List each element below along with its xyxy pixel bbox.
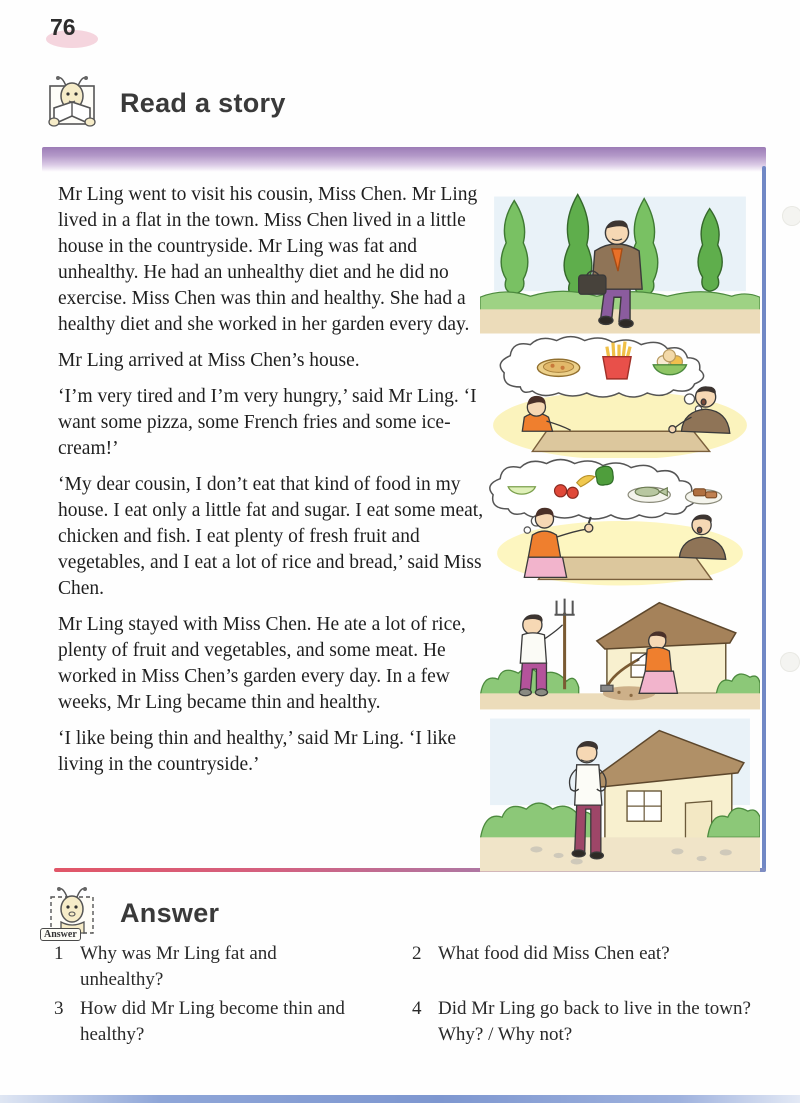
scan-artifact xyxy=(782,206,800,226)
question-1 xyxy=(54,941,412,993)
question-4 xyxy=(412,996,770,1048)
question-number: 1 xyxy=(54,943,64,964)
question-text: How did Mr Ling become thin and healthy? xyxy=(80,998,345,1045)
story-paragraph: Mr Ling went to visit his cousin, Miss Chen. Mr Ling lived in a flat in the town. Miss Chen lived in a little house in the countryside. Mr Ling was fat and unhealthy. He had an unhealthy diet and he did no exercise. Miss Chen was thin and healthy. She had a healthy diet and she worked in her garden every day. xyxy=(58,184,478,335)
question-number: 4 xyxy=(412,998,422,1019)
story-section-header xyxy=(46,74,286,132)
question-number: 3 xyxy=(54,998,64,1019)
story-section-title: Read a story xyxy=(120,87,286,118)
story-paragraph: ‘I’m very tired and I’m very hungry,’ said Mr Ling. ‘I want some pizza, some French fries and some ice-cream!’ xyxy=(58,386,477,459)
answer-bug-icon xyxy=(46,884,104,942)
story-paragraph: ‘I like being thin and healthy,’ said Mr Ling. ‘I like living in the countryside.’ xyxy=(58,728,457,775)
story-illustrations xyxy=(480,190,760,872)
section-divider-bar-top xyxy=(42,147,766,172)
illustration-junk-food-thought xyxy=(480,334,760,458)
story-box-right-border xyxy=(762,166,766,872)
question-2 xyxy=(412,941,770,993)
pizza-icon xyxy=(537,359,579,376)
scan-artifact xyxy=(780,652,800,672)
question-3 xyxy=(54,996,412,1048)
answer-questions xyxy=(54,941,770,1048)
question-text: Did Mr Ling go back to live in the town? Why? / Why not? xyxy=(438,998,751,1045)
page-number: 76 xyxy=(50,14,76,40)
question-text: Why was Mr Ling fat and unhealthy? xyxy=(80,943,277,990)
illustration-working-in-garden xyxy=(480,586,760,710)
question-text: What food did Miss Chen eat? xyxy=(438,943,670,964)
answer-section-header xyxy=(46,884,219,942)
table xyxy=(532,431,709,451)
answer-section-title: Answer xyxy=(120,897,220,928)
answer-sign-label: Answer xyxy=(40,928,81,941)
ground xyxy=(480,837,760,871)
illustration-healthy-food-thought xyxy=(480,458,760,586)
fish-plate-icon xyxy=(628,487,670,502)
story-paragraph: ‘My dear cousin, I don’t eat that kind of food in my house. I eat only a little fat and sugar. I eat some meat, chicken and fish. I eat plenty of fresh fruit and vegetables, and I eat a lot of rice and bread,’ said Miss Chen. xyxy=(58,474,484,599)
story-text xyxy=(58,182,486,788)
story-paragraph: Mr Ling arrived at Miss Chen’s house. xyxy=(58,350,360,371)
reading-bug-icon xyxy=(46,74,104,132)
page-number-block xyxy=(50,14,76,41)
illustration-thin-mr-ling xyxy=(480,710,760,872)
page-bottom-bar xyxy=(0,1095,800,1103)
question-number: 2 xyxy=(412,943,422,964)
story-paragraph: Mr Ling stayed with Miss Chen. He ate a lot of rice, plenty of fruit and vegetables, and some meat. He worked in Miss Chen’s garden every day. In a few weeks, Mr Ling became thin and healthy. xyxy=(58,614,466,713)
illustration-mr-ling-walking xyxy=(480,190,760,334)
